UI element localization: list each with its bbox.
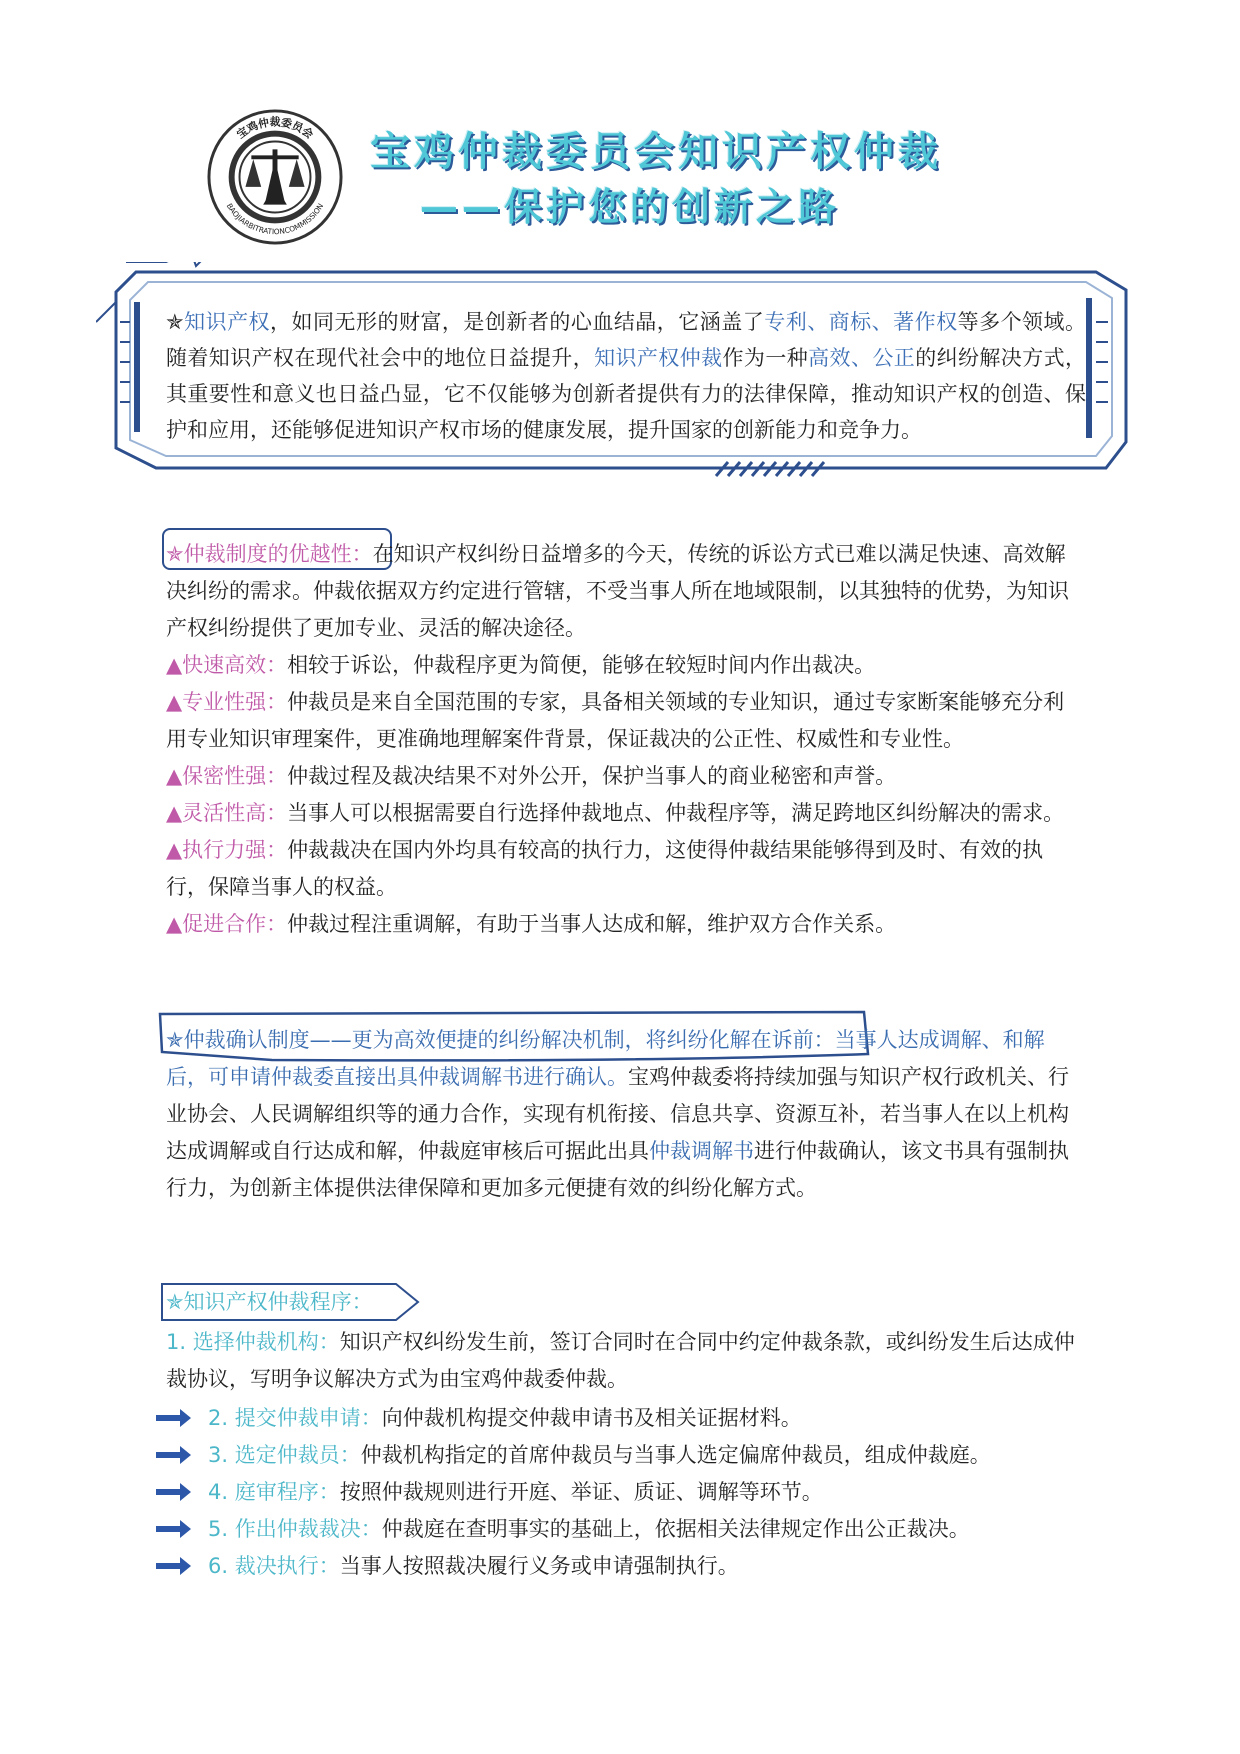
arrow-right-icon [156, 1408, 192, 1428]
arrow-right-icon [156, 1482, 192, 1502]
procedure-heading-row [166, 1285, 373, 1319]
star-icon: ✯ [166, 1028, 184, 1052]
arrow-right-icon [156, 1445, 192, 1465]
svg-text:宝鸡仲裁委员会: 宝鸡仲裁委员会 [234, 115, 316, 142]
star-icon: ✯ [166, 1290, 184, 1314]
star-icon: ✯ [166, 542, 184, 566]
advantage-item: ▲执行力强：仲裁裁决在国内外均具有较高的执行力，这使得仲裁结果能够得到及时、有效的执行，保障当事人的权益。 [166, 838, 1044, 899]
advantage-item: ▲促进合作：仲裁过程注重调解，有助于当事人达成和解，维护双方合作关系。 [166, 912, 897, 936]
procedure-step: 6. 裁决执行：当事人按照裁决履行义务或申请强制执行。 [208, 1554, 739, 1578]
procedure-step: 5. 作出仲裁裁决：仲裁庭在查明事实的基础上，依据相关法律规定作出公正裁决。 [208, 1517, 970, 1541]
advantage-item: ▲快速高效：相较于诉讼，仲裁程序更为简便，能够在较短时间内作出裁决。 [166, 653, 876, 677]
confirmation-paragraph: ✯仲裁确认制度——更为高效便捷的纠纷解决机制，将纠纷化解在诉前：当事人达成调解、和解后，可申请仲裁委直接出具仲裁调解书进行确认。宝鸡仲裁委将持续加强与知识产权行政机关、行业协会、人民调解组织等的通力合作，实现有机衔接、信息共享、资源互补，若当事人在以上机构达成调解或自行达成和解，仲裁庭审核后可据此出具仲裁调解书进行仲裁确认，该文书具有强制执行力，为创新主体提供法律保障和更加多元便捷有效的纠纷化解方式。 [166, 1028, 1069, 1200]
arrow-right-icon [156, 1519, 192, 1539]
advantage-item: ▲灵活性高：当事人可以根据需要自行选择仲裁地点、仲裁程序等，满足跨地区纠纷解决的需求。 [166, 801, 1065, 825]
procedure-step: 1. 选择仲裁机构：知识产权纠纷发生前，签订合同时在合同中约定仲裁条款，或纠纷发生后达成仲裁协议，写明争议解决方式为由宝鸡仲裁委仲裁。 [166, 1330, 1075, 1391]
arrow-right-icon [156, 1556, 192, 1576]
page-subtitle: ——保护您的创新之路 [420, 185, 841, 229]
confirmation-heading: 仲裁确认制度——更为高效便捷的纠纷解决机制，将纠纷化解在诉前： [183, 1028, 835, 1052]
procedure-step: 4. 庭审程序：按照仲裁规则进行开庭、举证、质证、调解等环节。 [208, 1480, 823, 1504]
logo-ring-text [206, 108, 344, 246]
intro-paragraph: ✯知识产权，如同无形的财富，是创新者的心血结晶，它涵盖了专利、商标、著作权等多个领域。随着知识产权在现代社会中的地位日益提升，知识产权仲裁作为一种高效、公正的纠纷解决方式，其重要性和意义也日益凸显，它不仅能够为创新者提供有力的法律保障，推动知识产权的创造、保护和应用，还能够促进知识产权市场的健康发展，提升国家的创新能力和竞争力。 [166, 310, 1087, 442]
procedure-step: 2. 提交仲裁申请：向仲裁机构提交仲裁申请书及相关证据材料。 [208, 1406, 802, 1430]
advantage-item: ▲保密性强：仲裁过程及裁决结果不对外公开，保护当事人的商业秘密和声誉。 [166, 764, 897, 788]
page-title: 宝鸡仲裁委员会知识产权仲裁 [370, 129, 942, 175]
advantages-lead: ✯仲裁制度的优越性：在知识产权纠纷日益增多的今天，传统的诉讼方式已难以满足快速、高效解决纠纷的需求。仲裁依据双方约定进行管辖，不受当事人所在地域限制，以其独特的优势，为知识产权纠纷提供了更加专业、灵活的解决途径。 [166, 542, 1069, 640]
procedure-step: 3. 选定仲裁员：仲裁机构指定的首席仲裁员与当事人选定偏席仲裁员，组成仲裁庭。 [208, 1443, 991, 1467]
svg-text:BAOJIARBITRATIONCOMMISSION: BAOJIARBITRATIONCOMMISSION [224, 201, 326, 237]
advantage-item: ▲专业性强：仲裁员是来自全国范围的专家，具备相关领域的专业知识，通过专家断案能够充分利用专业知识审理案件，更准确地理解案件背景，保证裁决的公正性、权威性和专业性。 [166, 690, 1065, 751]
star-icon: ✯ [166, 310, 184, 334]
procedure-heading: 知识产权仲裁程序： [183, 1290, 373, 1314]
advantages-heading: 仲裁制度的优越性： [183, 542, 373, 566]
